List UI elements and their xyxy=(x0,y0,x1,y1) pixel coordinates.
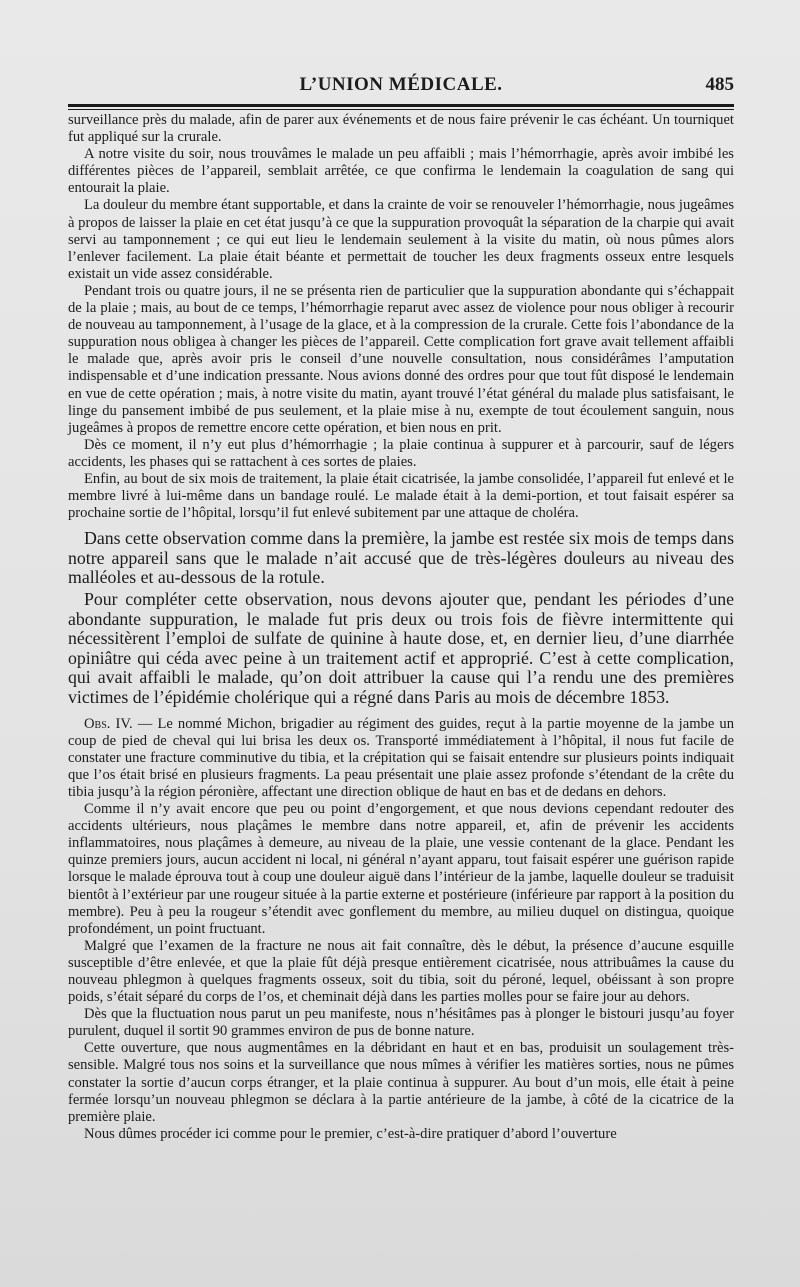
paragraph: Nous dûmes procéder ici comme pour le premier, c’est-à-dire pratiquer d’abord l’ouverture xyxy=(84,1125,617,1142)
paragraph: A notre visite du soir, nous trouvâmes le malade un peu affaibli ; mais l’hémorrhagie, après avoir imbibé les différentes pièces de l’appareil, semblait arrêtée, ce que confirma le lendemain la coagulation de sang qui entourait la plaie. xyxy=(68,146,734,197)
page-number: 485 xyxy=(705,74,734,95)
paragraph: Comme il n’y avait encore que peu ou point d’engorgement, et que nous devions cependant redouter des accidents ultérieurs, nous plaçâmes le membre dans notre appareil, et, afin de prévenir les accidents inflammatoires, nous plaçâmes à demeure, au niveau de la plaie, une vessie contenant de la glace. Pendant les quinze premiers jours, aucun accident ni local, ni général n’ayant apparu, tout faisait espérer une guérison rapide lorsque le malade éprouva tout à coup une douleur aiguë dans l’intérieur de la jambe, laquelle douleur se traduisit bientôt à l’extérieur par une rougeur située à la partie externe et postérieure (inférieure par rapport à la position du membre). Peu à peu la rougeur s’étendit avec gonflement du membre, au milieu duquel on distingua, quoique profondément, un point fructuant. xyxy=(68,801,734,937)
paragraph: Pour compléter cette observation, nous devons ajouter que, pendant les périodes d’une abondante suppuration, le malade fut pris deux ou trois fois de fièvre intermittente qui nécessitèrent l’emploi de sulfate de quinine à haute dose, et, en dernier lieu, d’une diarrhée opiniâtre qui céda avec peine à un traitement actif et approprié. C’est à cette complication, qui avait affaibli le malade, qu’on doit attribuer la cause qui l’a rendu une des premières victimes de l’épidémie cholérique qui a régné dans Paris au mois de décembre 1853. xyxy=(68,589,734,707)
observation-label: Obs. IV. xyxy=(84,715,133,732)
running-title: L’UNION MÉDICALE. xyxy=(299,74,503,95)
observation-heading-paragraph xyxy=(68,716,734,801)
commentary xyxy=(68,529,734,707)
paragraph: Enfin, au bout de six mois de traitement, la plaie était cicatrisée, la jambe consolidée, l’appareil fut enlevé et le membre livré à lui-même dans un bandage roulé. Le malade était à la demi-portion, et tout faisait espérer sa prochaine sortie de l’hôpital, lorsqu’il fut enlevé subitement par une attaque de choléra. xyxy=(68,470,734,522)
observation-iv xyxy=(68,716,734,1143)
paragraph: Dès ce moment, il n’y eut plus d’hémorrhagie ; la plaie continua à suppurer et à parcourir, sauf de légers accidents, les phases qui se rattachent à ces sortes de plaies. xyxy=(68,436,734,470)
page-body xyxy=(68,112,734,1143)
header-rule-thin xyxy=(68,109,734,110)
paragraph: surveillance près du malade, afin de parer aux événements et de nous faire prévenir le cas échéant. Un tourniquet fut appliqué sur la crurale. xyxy=(68,112,734,146)
paragraph: Dans cette observation comme dans la première, la jambe est restée six mois de temps dans notre appareil sans que le malade n’ait accusé que de très-légères douleurs au niveau des malléoles et au-dessous de la rotule. xyxy=(68,528,734,588)
page-header xyxy=(68,74,734,104)
observation-text: — Le nommé Michon, brigadier au régiment des guides, reçut à la partie moyenne de la jambe un coup de pied de cheval qui lui brisa les deux os. Transporté immédiatement à l’hôpital, il nous fut facile de constater une fracture comminutive du tibia, et la crépitation qui se faisait entendre sur plusieurs points indiquait que l’os était brisé en plusieurs fragments. La peau présentait une plaie assez profonde s’étendant de la crête du tibia jusqu’à la région péronière, affectant une direction oblique de haut en bas et de dedans en dehors. xyxy=(68,715,734,800)
paragraph: Pendant trois ou quatre jours, il ne se présenta rien de particulier que la suppuration abondante qui s’échappait de la plaie ; mais, au bout de ce temps, l’hémorrhagie reparut avec assez de violence pour nous obliger à recourir de nouveau au tamponnement, à l’usage de la glace, et à la compression de la crurale. Cette fois l’abondance de la suppuration nous obligea à changer les pièces de l’appareil. Cette complication fort grave avait tellement affaibli le malade que, après avoir pris le conseil d’une nouvelle consultation, nous considérâmes l’amputation indispensable et d’une indication pressante. Nous avions donné des ordres pour que tout fût disposé le lendemain en vue de cette opération ; mais, à notre visite du matin, ayant trouvé l’état général du malade plus satisfaisant, le linge du pansement imbibé de pus seulement, et la plaie mise à nu, exempte de tout écoulement sanguin, nous jugeâmes à propos de remettre encore cette opération, et bien nous en prit. xyxy=(68,282,734,436)
paragraph: Dès que la fluctuation nous parut un peu manifeste, nous n’hésitâmes pas à plonger le bistouri jusqu’au foyer purulent, duquel il sortit 90 grammes environ de pus de bonne nature. xyxy=(68,1006,734,1040)
observation-continuation xyxy=(68,112,734,522)
paragraph: Cette ouverture, que nous augmentâmes en la débridant en haut et en bas, produisit un soulagement très-sensible. Malgré tous nos soins et la surveillance que nous mîmes à vérifier les matières sorties, nous ne pûmes constater la sortie d’aucun corps étranger, et la plaie continua à suppurer. Au bout d’un mois, elle était à peine fermée lorsqu’un nouveau phlegmon se déclara à la partie antérieure de la jambe, à côté de la cicatrice de la première plaie. xyxy=(68,1040,734,1125)
paragraph: La douleur du membre étant supportable, et dans la crainte de voir se renouveler l’hémorrhagie, nous jugeâmes à propos de laisser la plaie en cet état jusqu’à ce que la suppuration provoquât la séparation de la charpie qui avait servi au tamponnement ; ce qui eut lieu le lendemain seulement à la visite du matin, où nous pûmes alors l’enlever facilement. La plaie était béante et permettait de toucher les deux fragments osseux entre lesquels existait un vide assez considérable. xyxy=(68,197,734,282)
header-rule xyxy=(68,104,734,107)
paragraph: Malgré que l’examen de la fracture ne nous ait fait connaître, dès le début, la présence d’aucune esquille susceptible d’être enlevée, et que la plaie fût déjà presque entièrement cicatrisée, nous attribuâmes la cause du nouveau phlegmon à quelques fragments osseux, soit du tibia, soit du péroné, lequel, obéissant à son propre poids, s’était séparé du corps de l’os, et cheminait déjà dans les parties molles pour se faire jour au dehors. xyxy=(68,937,734,1006)
